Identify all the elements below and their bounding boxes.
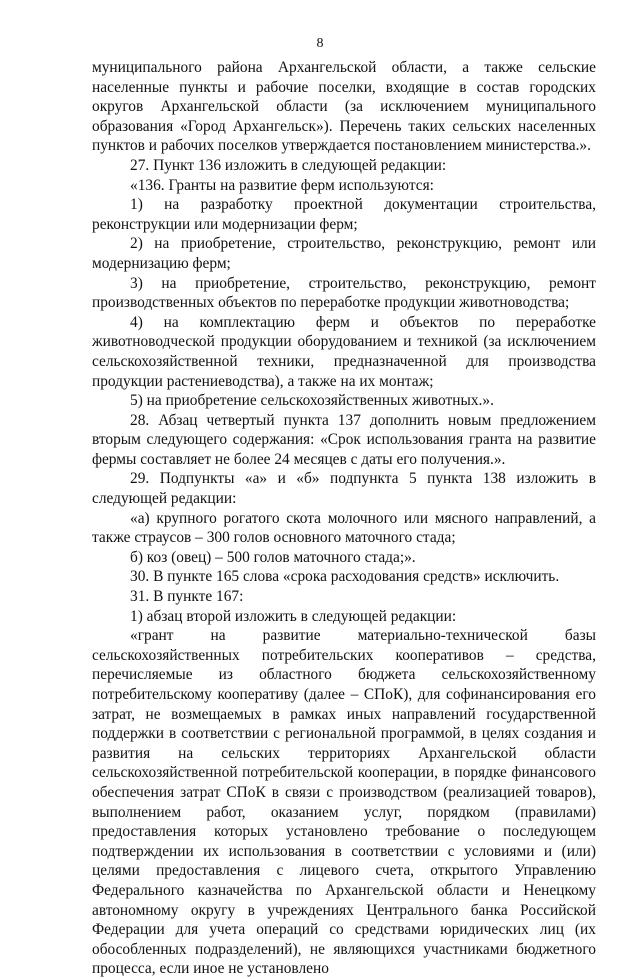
paragraph-grant-definition: «грант на развитие материально-технической базы сельскохозяйственных потребительских кооперативов – средства, перечисляемые из областного бюджета сельскохозяйственному потребительскому кооперативу (далее – СПоК), для софинансирования его затрат, не возмещаемых в рамках иных направлений государственной поддержки в соответствии с региональной программой, в целях создания и развития на сельских территориях Архангельской области сельскохозяйственной потребительской кооперации, в порядке финансового обеспечения затрат СПоК в связи с производством (реализацией товаров), выполнением работ, оказанием услуг, порядком (правилами) предоставления которых установлено требование о последующем подтверждении их использования в соответствии с условиями и (или) целями предоставления с лицевого счета, открытого Управлению Федерального казначейства по Архангельской области и Ненецкому автономному округу в учреждениях Центрального банка Российской Федерации для учета операций со средствами юридических лиц (их обособленных подразделений), не являющихся участниками бюджетного процесса, если иное не установлено	[92, 627, 596, 978]
paragraph-subitem-b: б) коз (овец) – 500 голов маточного стада;».	[130, 548, 416, 566]
paragraph-item-31: 31. В пункте 167:	[130, 588, 244, 606]
paragraph-item-28: 28. Абзац четвертый пункта 137 дополнить новым предложением вторым следующего содержания: «Срок использования гранта на развитие фермы составляет не более 24 месяцев с даты его получения.».	[92, 411, 596, 468]
paragraph-subitem-4: 4) на комплектацию ферм и объектов по переработке животноводческой продукции оборудованием и техникой (за исключением сельскохозяйственной техники, предназначенной для производства продукции растениеводства), а также на их монтаж;	[92, 313, 596, 390]
page-number: 8	[316, 36, 324, 51]
paragraph-subitem-a: «а) крупного рогатого скота молочного или мясного направлений, а также страусов – 300 голов основного маточного стада;	[92, 509, 596, 547]
paragraph-item-31-sub-1: 1) абзац второй изложить в следующей редакции:	[130, 607, 457, 625]
paragraph-clause-136: «136. Гранты на развитие ферм используются:	[130, 176, 434, 194]
paragraph-continuation: муниципального района Архангельской области, а также сельские населенные пункты и рабочие поселки, входящие в состав городских округов Архангельской области (за исключением муниципального образования «Город Архангельск»). Перечень таких сельских населенных пунктов и рабочих поселков утверждается постановлением министерства.».	[92, 59, 596, 155]
paragraph-subitem-5: 5) на приобретение сельскохозяйственных животных.».	[130, 392, 494, 410]
paragraph-item-30: 30. В пункте 165 слова «срока расходования средств» исключить.	[130, 568, 560, 586]
paragraph-subitem-3: 3) на приобретение, строительство, реконструкцию, ремонт производственных объектов по переработке продукции животноводства;	[92, 274, 596, 312]
paragraph-item-29: 29. Подпункты «а» и «б» подпункта 5 пункта 138 изложить в следующей редакции:	[92, 470, 596, 508]
paragraph-item-27: 27. Пункт 136 изложить в следующей редакции:	[130, 156, 447, 174]
paragraph-subitem-1: 1) на разработку проектной документации строительства, реконструкции или модернизации ферм;	[92, 196, 596, 233]
paragraph-subitem-2: 2) на приобретение, строительство, реконструкцию, ремонт или модернизацию ферм;	[92, 235, 596, 272]
document-body	[92, 58, 596, 979]
